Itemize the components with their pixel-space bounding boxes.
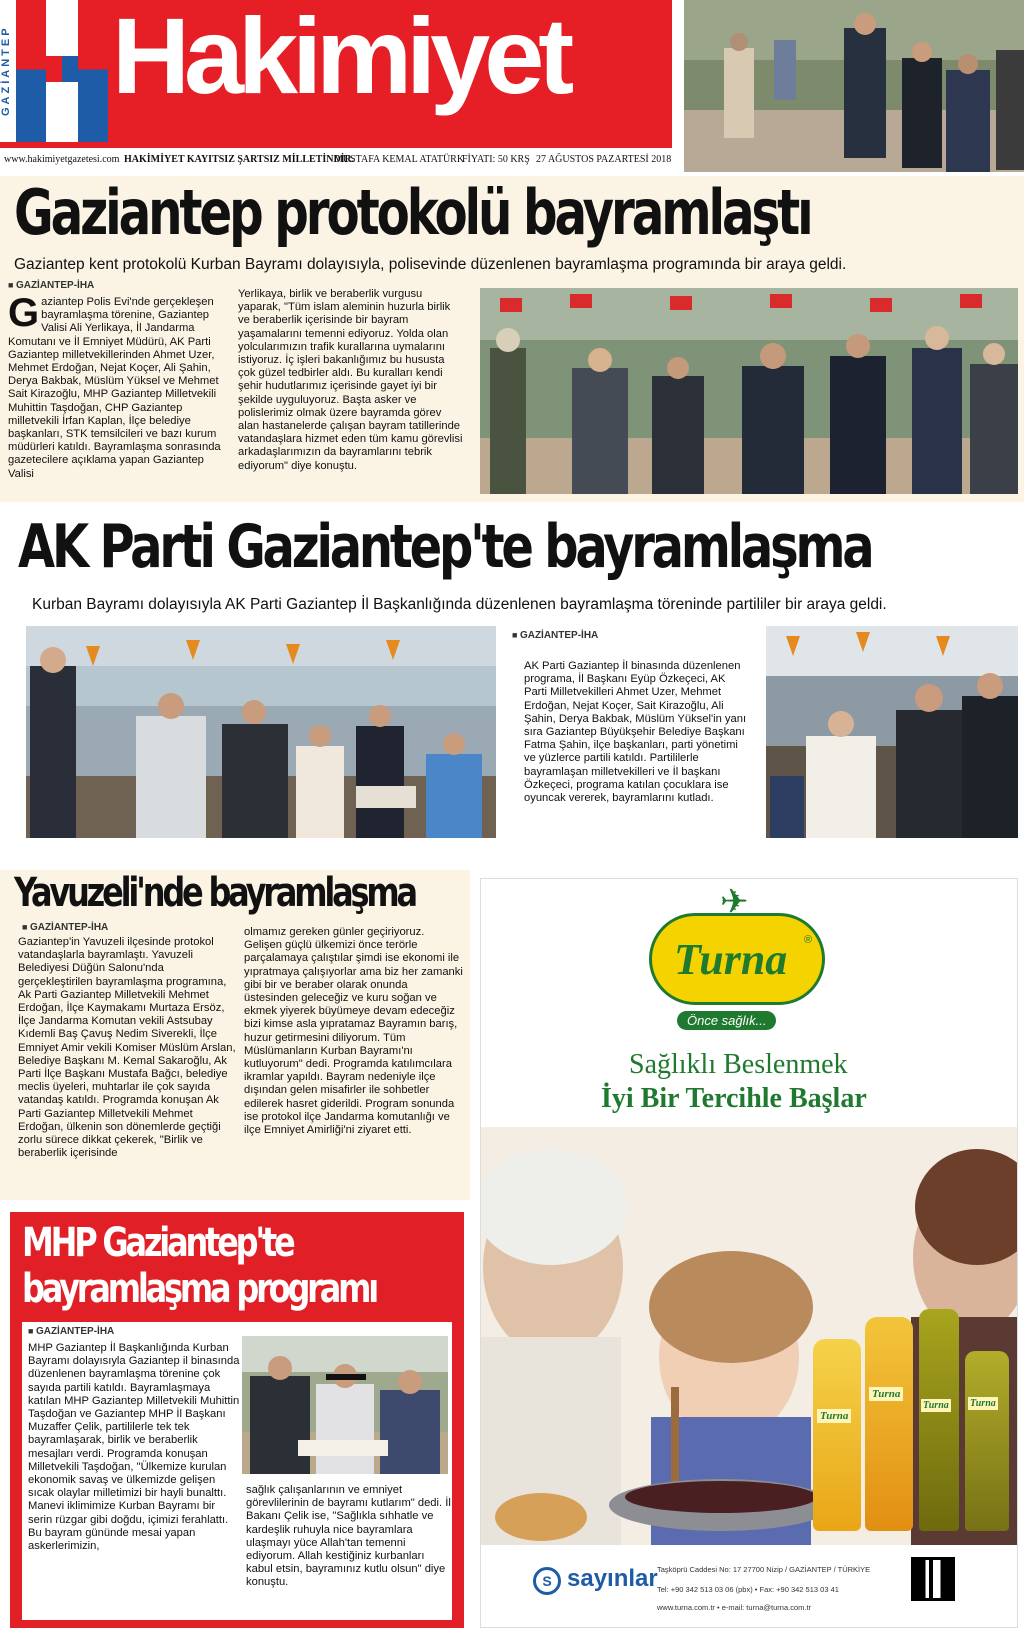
crane-icon: ✈ [720, 883, 749, 921]
sayinlar-logo-icon: S [533, 1567, 561, 1595]
story1-dropcap: G [8, 291, 40, 335]
story3-byline: ■ GAZİANTEP-İHA [22, 922, 108, 933]
bottle-label: Turna [970, 1398, 996, 1409]
newspaper-logo: Hakimiyet [112, 0, 569, 116]
story2-body: AK Parti Gaziantep İl binasında düzenlenen programa, İl Başkanı Eyüp Özkeçeci, AK Parti Milletvekilleri Ahmet Uzer, Mehmet Erdoğan, Nejat Koçer, Sait Kirazoğlu, Ali Şahin, Derya Bakbak, Müslüm Yüksel'in yanı sıra Gaziantep Büyükşehir Belediye Başkanı Fatma Şahin, ilçe başkanları, parti yönetimi ve yüzlerce partili katıldı. Partililerle bayramlaşan milletvekilleri ve İl başkanı Özkeçeci, programa katılan çocuklara ise oyuncak vererek, bayramlarını kutladı. [524, 660, 747, 805]
company-address: Taşköprü Caddesi No: 17 27700 Nizip / GAZİANTEP / TÜRKİYE [657, 1565, 871, 1574]
bottle-label: Turna [817, 1409, 851, 1423]
company-phone: Tel: +90 342 513 03 06 (pbx) • Fax: +90 342 513 03 41 [657, 1585, 839, 1594]
story4-box [10, 1212, 464, 1628]
issue-date: 27 AĞUSTOS PAZARTESİ 2018 [536, 154, 672, 165]
story2-section [0, 510, 1024, 844]
motto: HAKİMİYET KAYITSIZ ŞARTSIZ MİLLETİNDİR. [124, 154, 355, 165]
logo-h-glyph [16, 0, 108, 142]
story3-col2: olmamız gereken günler geçiriyoruz. Gelişen güçlü ülkemizi önce terörle parçalamaya çalıştılar şimdi ise ekonomi ile yıpratmaya çalışıyorlar ama biz her zamanki gibi bir ve beraber olarak onunda üstesinden geleceğiz ve kuru soğan ve ekmek yiyerek büyümeye devam edeceğiz bizi kimse asla yıpratamaz Bayramın barış, huzur getirmesini diliyorum. Tüm Müslümanların Kurban Bayramı'nı kutluyorum" dedi. Programda katılımcılara ikramlar yapıldı. Bayram nedeniyle ilçe dışından gelen misafirler ile sohbetler edilerek hasret giderildi. Program sonunda ise protokol ilçe Jandarma komutanlığı ve ilçe Emniyet Amirliği'ni ziyaret etti. [244, 926, 463, 1137]
company-web[interactable]: www.turna.com.tr • e-mail: turna@turna.com.tr [657, 1603, 812, 1612]
masthead-info-strip [0, 148, 672, 172]
turna-brand-name: Turna [674, 935, 788, 984]
story1-panel [0, 176, 1024, 502]
registered-mark: ® [804, 934, 813, 946]
story2-headline: AK Parti Gaziantep'te bayramlaşma [18, 512, 872, 582]
bottle-label: Turna [869, 1387, 903, 1401]
turna-slogan: Önce sağlık... [677, 1011, 776, 1030]
story1-col1 [8, 291, 230, 481]
story1-col1-text: aziantep Polis Evi'nde gerçekleşen bayramlaşma törenine, Gaziantep Valisi Ali Yerlikaya, İl Jandarma Komutanı ve İl Emniyet Müdürü, AK Parti Gaziantep milletvekillerinden Ahmet Uzer, Mehmet Erdoğan, Nejat Koçer, Ali Şahin, Derya Bakbak, Müslüm Yüksel ve Mehmet Sait Kirazoğlu, MHP Gaziantep Milletvekili Muhittin Taşdoğan, CHP Gaziantep milletvekili İrfan Kaplan, İlçe belediye başkanları, STK temsilcileri ve bazı kurum müdürleri katıldı. Bayramlaşma sonrasında gazetecilere açıklama yapan Gaziantep Valisi [8, 296, 221, 480]
story1-col2: Yerlikaya, birlik ve beraberlik vurgusu yaparak, "Tüm islam aleminin huzurla birlik ve beraberlik içerisinde bir bayram yaşamalarını temenni ediyoruz. Yolda olan yolcularımızın trafik kurallarına uymalarını istiyoruz. İç işleri bakanlığımız bu hususta çok güzel tedbirler aldı. Bu kuralları kendi şehir hudutlarımız içerisinde gayet iyi bir şekilde uyguluyoruz. Başta asker ve polislerimiz olmak üzere bayramda görev alan hastanelerde çalışan bayram tatillerinde vatandaşlara hizmet eden tüm kamu görevlisi arkadaşlarımızın da bayramlarını tebrik ediyorum" diye konuştu. [238, 288, 463, 472]
bottle-corn [865, 1317, 913, 1531]
story1-photo [480, 288, 1018, 494]
story2-photo-left [26, 626, 496, 838]
price: FİYATI: 50 KRŞ [462, 154, 530, 165]
story4-byline: ■ GAZİANTEP-İHA [28, 1326, 114, 1337]
turna-brand-logo [649, 883, 825, 1005]
company-name: sayınlar [567, 1565, 658, 1592]
story2-photo-right [766, 626, 1018, 838]
bottle-olive-2 [965, 1351, 1009, 1531]
story2-byline: ■ GAZİANTEP-İHA [512, 630, 598, 641]
motto-author: MUSTAFA KEMAL ATATÜRK [334, 154, 465, 165]
ad-headline-1: Sağlıklı Beslenmek [629, 1049, 848, 1080]
story4-headline-line1: MHP Gaziantep'te [22, 1220, 293, 1266]
story3-panel [0, 870, 470, 1200]
masthead [0, 0, 672, 148]
story3-col1: Gaziantep'in Yavuzeli ilçesinde protokol vatandaşlarla bayramlaştı. Yavuzeli Belediyesi Düğün Salonu'nda gerçekleştirilen bayramlaşma programına, Ak Parti Gaziantep Milletvekili Mehmet Erdoğan, İlçe Kaymakamı Murtaza Ersöz, İlçe Jandarma Komutan vekili Astsubay Kıdemli Baş Çavuş Nedim Siverekli, İlçe Emniyet Amir vekili Komiser Müslüm Arslan, Belediye Başkanı M. Kemal Sakaroğlu, Ak Parti İlçe Başkanı Mustafa Bağcı, belediye meclis üyeleri, muhtarlar ile çok sayıda vatandaş katıldı. Programda konuşan Ak Parti Gaziantep Milletvekili Mehmet Erdoğan, ülkenin son dönemlerde geçtiği zorlu sürece dikkat çekerek, "Birlik ve beraberlik içerisinde [18, 936, 236, 1160]
story4-col2: sağlık çalışanlarının ve emniyet görevlilerinin de bayramı kutlarım" dedi. İl Bakanı Çelik ise, "Sağlıkla sıhhatle ve kardeşlik ruhuyla nice bayramlara ulaşmayı yüce Allah'tan temenni ediyorum. Allah kestiğiniz kurbanları kabul etsin, bayramınız kutlu olsun" diye konuştu. [246, 1484, 451, 1589]
ad-footer [481, 1545, 1018, 1628]
story3-headline: Yavuzeli'nde bayramlaşma [14, 870, 415, 916]
story4-photo [242, 1336, 448, 1474]
qr-code-icon [911, 1557, 955, 1601]
story2-dek: Kurban Bayramı dolayısıyla AK Parti Gaziantep İl Başkanlığında düzenlenen bayramlaşma töreninde partililer bir araya geldi. [32, 596, 887, 613]
masthead-city: GAZİANTEP [0, 25, 12, 117]
story4-headline-line2: bayramlaşma programı [22, 1266, 377, 1312]
ad-headline-2: İyi Bir Tercihle Başlar [601, 1083, 867, 1114]
story1-headline: Gaziantep protokolü bayramlaştı [14, 176, 811, 249]
story1-dek: Gaziantep kent protokolü Kurban Bayramı dolayısıyla, polisevinde düzenlenen bayramlaşma programında bir araya geldi. [14, 256, 847, 273]
story1-byline: ■ GAZİANTEP-İHA [8, 280, 94, 291]
bottle-label: Turna [923, 1400, 949, 1411]
website-link[interactable]: www.hakimiyetgazetesi.com [4, 154, 120, 165]
bottle-olive-1 [919, 1309, 959, 1531]
turna-advertisement[interactable] [480, 878, 1018, 1628]
story4-col1: MHP Gaziantep İl Başkanlığında Kurban Bayramı dolayısıyla Gaziantep il binasında düzenlenen bayramlaşma törenine çok sayıda partili katıldı. Bayramlaşmaya katılan MHP Gaziantep Milletvekili Muhittin Taşdoğan ve Gaziantep MHP İl Başkanı Muzaffer Çelik, partililerle tek tek bayramlaşarak, birlik ve beraberlik mesajları verdi. Programda konuşan Milletvekili Taşdoğan, "Ülkemize kurulan ekonomik savaş ve ülkemizde gelişen sıcak olaylar milletimizi bir hayli bunalttı. Manevi iklimimize Kurban Bayramı bir serin rüzgar gibi doğdu, içimizi ferahlattı. Bu bayram gününde mesai yapan askerlerimizin, [28, 1342, 240, 1553]
masthead-photo [684, 0, 1024, 172]
bottle-sunflower [813, 1339, 861, 1531]
